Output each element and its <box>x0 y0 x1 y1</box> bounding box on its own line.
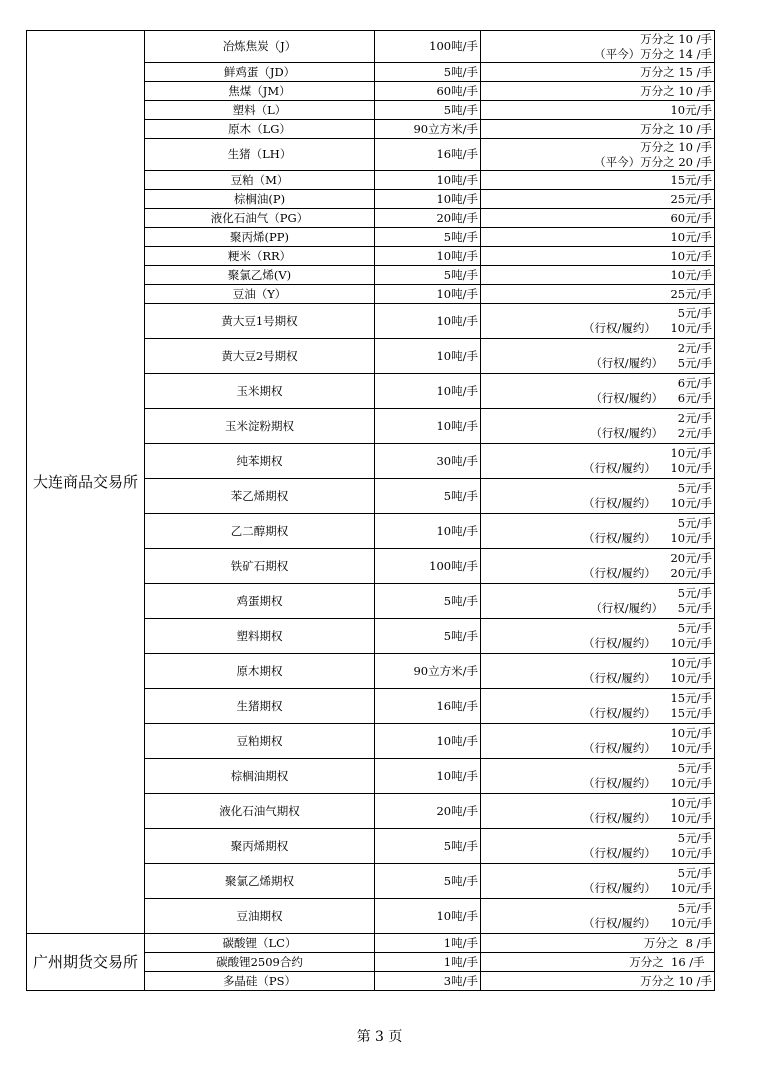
contract-unit: 20吨/手 <box>375 794 481 829</box>
fee-value: 15元/手 <box>670 691 712 705</box>
contract-unit: 100吨/手 <box>375 549 481 584</box>
product-name: 碳酸锂2509合约 <box>145 953 375 972</box>
fee-value: 10元/手 <box>670 102 712 117</box>
product-name: 塑料期权 <box>145 619 375 654</box>
product-name: 原木期权 <box>145 654 375 689</box>
fee-table <box>26 30 715 991</box>
fee-cell <box>481 584 715 619</box>
fee-value: 万分之 10 /手 <box>640 139 712 154</box>
fee-cell <box>481 409 715 444</box>
fee-table-body <box>27 31 715 991</box>
fee-cell <box>481 794 715 829</box>
fee-secondary-value: （行权/履约） 20元/手 <box>582 566 712 580</box>
fee-value: 5元/手 <box>677 831 712 845</box>
contract-unit: 5吨/手 <box>375 479 481 514</box>
contract-unit: 5吨/手 <box>375 63 481 82</box>
table-row <box>27 934 715 953</box>
product-name: 纯苯期权 <box>145 444 375 479</box>
fee-secondary-value: （平今）万分之 14 /手 <box>594 46 712 61</box>
product-name: 鸡蛋期权 <box>145 584 375 619</box>
fee-value: 万分之 8 /手 <box>643 935 712 950</box>
contract-unit: 10吨/手 <box>375 759 481 794</box>
fee-cell <box>481 304 715 339</box>
product-name: 铁矿石期权 <box>145 549 375 584</box>
product-name: 粳米（RR） <box>145 247 375 266</box>
fee-value: 5元/手 <box>677 481 712 495</box>
contract-unit: 10吨/手 <box>375 339 481 374</box>
contract-unit: 30吨/手 <box>375 444 481 479</box>
product-name: 碳酸锂（LC） <box>145 934 375 953</box>
fee-secondary-value: （行权/履约） 10元/手 <box>582 636 712 650</box>
fee-secondary-value: （行权/履约） 15元/手 <box>582 706 712 720</box>
product-name: 焦煤（JM） <box>145 82 375 101</box>
contract-unit: 1吨/手 <box>375 953 481 972</box>
contract-unit: 3吨/手 <box>375 972 481 991</box>
fee-value: 10元/手 <box>670 229 712 244</box>
fee-cell <box>481 444 715 479</box>
fee-value: 10元/手 <box>670 656 712 670</box>
fee-cell <box>481 247 715 266</box>
fee-cell <box>481 120 715 139</box>
contract-unit: 5吨/手 <box>375 101 481 120</box>
product-name: 棕榈油期权 <box>145 759 375 794</box>
fee-secondary-value: （行权/履约） 2元/手 <box>590 426 712 440</box>
fee-cell <box>481 934 715 953</box>
fee-value: 25元/手 <box>670 286 712 301</box>
fee-value: 5元/手 <box>677 761 712 775</box>
fee-value: 10元/手 <box>670 796 712 810</box>
product-name: 黄大豆2号期权 <box>145 339 375 374</box>
fee-value: 5元/手 <box>677 306 712 320</box>
fee-cell <box>481 829 715 864</box>
product-name: 多晶硅（PS） <box>145 972 375 991</box>
contract-unit: 16吨/手 <box>375 139 481 171</box>
fee-cell <box>481 285 715 304</box>
contract-unit: 10吨/手 <box>375 304 481 339</box>
fee-value: 60元/手 <box>670 210 712 225</box>
fee-cell <box>481 689 715 724</box>
fee-secondary-value: （行权/履约） 10元/手 <box>582 846 712 860</box>
fee-value: 万分之 16 /手 <box>629 954 712 969</box>
fee-value: 10元/手 <box>670 248 712 263</box>
product-name: 聚氯乙烯期权 <box>145 864 375 899</box>
fee-cell <box>481 228 715 247</box>
fee-value: 万分之 10 /手 <box>640 973 712 988</box>
fee-secondary-value: （行权/履约） 10元/手 <box>582 531 712 545</box>
fee-cell <box>481 654 715 689</box>
product-name: 玉米淀粉期权 <box>145 409 375 444</box>
fee-cell <box>481 266 715 285</box>
fee-value: 万分之 15 /手 <box>640 64 712 79</box>
fee-cell <box>481 374 715 409</box>
product-name: 豆粕期权 <box>145 724 375 759</box>
fee-secondary-value: （行权/履约） 10元/手 <box>582 321 712 335</box>
fee-value: 10元/手 <box>670 446 712 460</box>
fee-cell <box>481 953 715 972</box>
product-name: 豆粕（M） <box>145 171 375 190</box>
fee-cell <box>481 759 715 794</box>
contract-unit: 10吨/手 <box>375 190 481 209</box>
contract-unit: 10吨/手 <box>375 514 481 549</box>
product-name: 塑料（L） <box>145 101 375 120</box>
fee-cell <box>481 972 715 991</box>
contract-unit: 5吨/手 <box>375 864 481 899</box>
product-name: 鲜鸡蛋（JD） <box>145 63 375 82</box>
contract-unit: 16吨/手 <box>375 689 481 724</box>
fee-value: 10元/手 <box>670 267 712 282</box>
contract-unit: 10吨/手 <box>375 247 481 266</box>
product-name: 聚丙烯(PP) <box>145 228 375 247</box>
fee-cell <box>481 339 715 374</box>
fee-value: 万分之 10 /手 <box>640 31 712 46</box>
product-name: 豆油期权 <box>145 899 375 934</box>
product-name: 原木（LG） <box>145 120 375 139</box>
fee-value: 5元/手 <box>677 901 712 915</box>
fee-cell <box>481 139 715 171</box>
product-name: 液化石油气期权 <box>145 794 375 829</box>
fee-cell <box>481 899 715 934</box>
fee-value: 25元/手 <box>670 191 712 206</box>
contract-unit: 5吨/手 <box>375 266 481 285</box>
product-name: 乙二醇期权 <box>145 514 375 549</box>
contract-unit: 90立方米/手 <box>375 120 481 139</box>
exchange-name: 大连商品交易所 <box>27 31 145 934</box>
fee-secondary-value: （行权/履约） 10元/手 <box>582 461 712 475</box>
fee-value: 10元/手 <box>670 726 712 740</box>
contract-unit: 10吨/手 <box>375 409 481 444</box>
exchange-name: 广州期货交易所 <box>27 934 145 991</box>
fee-secondary-value: （平今）万分之 20 /手 <box>594 154 712 169</box>
fee-value: 5元/手 <box>677 866 712 880</box>
fee-cell <box>481 514 715 549</box>
fee-cell <box>481 549 715 584</box>
contract-unit: 1吨/手 <box>375 934 481 953</box>
fee-secondary-value: （行权/履约） 10元/手 <box>582 496 712 510</box>
fee-cell <box>481 619 715 654</box>
product-name: 聚氯乙烯(V) <box>145 266 375 285</box>
table-row <box>27 31 715 63</box>
fee-value: 5元/手 <box>677 621 712 635</box>
product-name: 玉米期权 <box>145 374 375 409</box>
fee-value: 2元/手 <box>677 411 712 425</box>
fee-cell <box>481 209 715 228</box>
contract-unit: 5吨/手 <box>375 584 481 619</box>
fee-value: 20元/手 <box>670 551 712 565</box>
fee-value: 5元/手 <box>677 516 712 530</box>
contract-unit: 5吨/手 <box>375 228 481 247</box>
fee-cell <box>481 724 715 759</box>
contract-unit: 10吨/手 <box>375 374 481 409</box>
fee-value: 6元/手 <box>677 376 712 390</box>
fee-cell <box>481 171 715 190</box>
fee-cell <box>481 101 715 120</box>
contract-unit: 20吨/手 <box>375 209 481 228</box>
fee-cell <box>481 479 715 514</box>
contract-unit: 10吨/手 <box>375 724 481 759</box>
contract-unit: 10吨/手 <box>375 899 481 934</box>
page-number: 第 3 页 <box>356 1029 403 1045</box>
product-name: 黄大豆1号期权 <box>145 304 375 339</box>
contract-unit: 5吨/手 <box>375 829 481 864</box>
product-name: 聚丙烯期权 <box>145 829 375 864</box>
contract-unit: 5吨/手 <box>375 619 481 654</box>
fee-value: 万分之 10 /手 <box>640 83 712 98</box>
fee-value: 5元/手 <box>677 586 712 600</box>
fee-cell <box>481 31 715 63</box>
product-name: 棕榈油(P) <box>145 190 375 209</box>
contract-unit: 60吨/手 <box>375 82 481 101</box>
fee-value: 2元/手 <box>677 341 712 355</box>
fee-secondary-value: （行权/履约） 5元/手 <box>590 356 712 370</box>
product-name: 液化石油气（PG） <box>145 209 375 228</box>
contract-unit: 10吨/手 <box>375 285 481 304</box>
fee-secondary-value: （行权/履约） 10元/手 <box>582 811 712 825</box>
contract-unit: 10吨/手 <box>375 171 481 190</box>
product-name: 生猪（LH） <box>145 139 375 171</box>
fee-secondary-value: （行权/履约） 5元/手 <box>590 601 712 615</box>
fee-value: 万分之 10 /手 <box>640 121 712 136</box>
product-name: 生猪期权 <box>145 689 375 724</box>
fee-secondary-value: （行权/履约） 10元/手 <box>582 916 712 930</box>
fee-cell <box>481 63 715 82</box>
product-name: 冶炼焦炭（J） <box>145 31 375 63</box>
fee-cell <box>481 190 715 209</box>
fee-secondary-value: （行权/履约） 6元/手 <box>590 391 712 405</box>
fee-secondary-value: （行权/履约） 10元/手 <box>582 671 712 685</box>
fee-cell <box>481 864 715 899</box>
product-name: 苯乙烯期权 <box>145 479 375 514</box>
product-name: 豆油（Y） <box>145 285 375 304</box>
fee-secondary-value: （行权/履约） 10元/手 <box>582 776 712 790</box>
contract-unit: 100吨/手 <box>375 31 481 63</box>
fee-secondary-value: （行权/履约） 10元/手 <box>582 741 712 755</box>
contract-unit: 90立方米/手 <box>375 654 481 689</box>
fee-value: 15元/手 <box>670 172 712 187</box>
fee-secondary-value: （行权/履约） 10元/手 <box>582 881 712 895</box>
fee-cell <box>481 82 715 101</box>
